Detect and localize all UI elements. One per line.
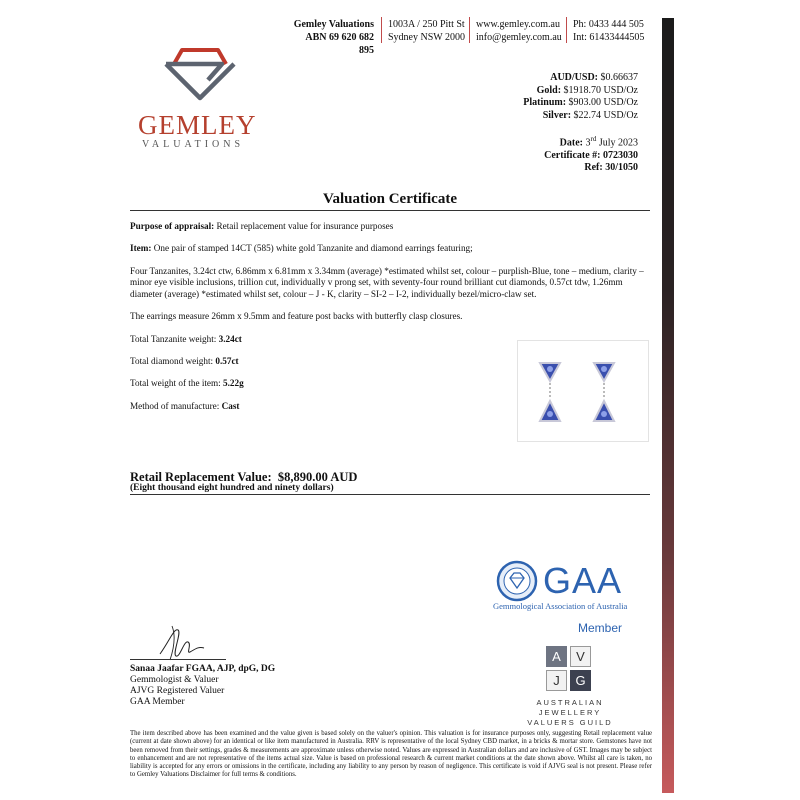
- signature-line: [130, 659, 226, 660]
- measurement-line: The earrings measure 26mm x 9.5mm and feature post backs with butterfly clasp closures.: [130, 311, 463, 321]
- spec-total-weight: Total weight of the item: 5.22g: [130, 378, 244, 388]
- ajvg-tile-g: G: [570, 670, 591, 691]
- header-divider: [566, 17, 567, 43]
- gemley-logo-subtext: VALUATIONS: [142, 139, 245, 150]
- website-link[interactable]: www.gemley.com.au: [476, 19, 560, 30]
- spec-tanzanite-weight: Total Tanzanite weight: 3.24ct: [130, 334, 242, 344]
- rate-row: AUD/USD: $0.66637: [550, 72, 638, 83]
- phone-number: Ph: 0433 444 505: [573, 19, 644, 30]
- spec-diamond-weight: Total diamond weight: 0.57ct: [130, 356, 239, 366]
- ajvg-tile-a: A: [546, 646, 567, 667]
- gaa-member-label: Member: [578, 621, 623, 635]
- header-divider: [381, 17, 382, 43]
- signer-block: [130, 664, 275, 708]
- address-line-1: 1003A / 250 Pitt St: [388, 19, 465, 30]
- gaa-seal-icon: [496, 560, 538, 602]
- signer-role: Gemmologist & Valuer: [130, 675, 219, 685]
- gemley-logo-text: GEMLEY: [138, 110, 257, 140]
- value-in-words: (Eight thousand eight hundred and ninety dollars): [130, 483, 334, 493]
- gaa-full-name: Gemmological Association of Australia: [493, 601, 628, 611]
- signature-mark: [150, 620, 210, 664]
- disclaimer-text: The item described above has been examined and the value given is based solely on the valuer's opinion. This valuation is for insurance purposes only, suggesting Retail replacement value (current at date shown above) for an identical or like item manufactured in Australia. RRV is representative of the local Sydney CBD market, in a bricks & mortar store. Gemstones have not been removed from their settings, grades & measurements are approximate unless otherwise noted. Values are expressed in Australian dollars and are inclusive of GST. Images may be subject to enhancement and are not representative of the items actual size. Value is based on professional research & current market conditions at the date shown above. Whilst all care is taken, no liability is accepted for any errors or omissions in the certificate, including any liability to any person by reason of negligence. This certificate is void if AJVG seal is not present. Please refer to Gemley Valuations Disclaimer for full terms & conditions.: [130, 730, 652, 779]
- header-web-block: [476, 18, 562, 44]
- cert-ref: Ref: 30/1050: [584, 162, 638, 174]
- intl-phone-number: Int: 61433444505: [573, 32, 645, 43]
- cert-number: Certificate #: 0723030: [544, 149, 638, 161]
- title-rule: [130, 210, 650, 211]
- cert-date: Date: 3rd July 2023: [559, 135, 638, 149]
- rate-row: Gold: $1918.70 USD/Oz: [536, 84, 638, 96]
- ajvg-tile-j: J: [546, 670, 567, 691]
- signer-name: Sanaa Jaafar FGAA, AJP, dpG, DG: [130, 664, 276, 674]
- signer-role: AJVG Registered Valuer: [130, 686, 225, 696]
- item-line: Item: One pair of stamped 14CT (585) white gold Tanzanite and diamond earrings featuring;: [130, 243, 473, 253]
- signer-role: GAA Member: [130, 697, 185, 707]
- certificate-info: [544, 133, 638, 175]
- rate-row: Platinum: $903.00 USD/Oz: [523, 97, 638, 108]
- spec-manufacture-method: Method of manufacture: Cast: [130, 401, 240, 411]
- company-name: Gemley Valuations: [293, 19, 374, 30]
- gaa-logo-text: GAA: [543, 560, 623, 601]
- header-divider: [469, 17, 470, 43]
- rate-row: Silver: $22.74 USD/Oz: [542, 109, 638, 121]
- company-abn: ABN 69 620 682 895: [305, 32, 374, 56]
- header-company-block: [290, 18, 374, 57]
- item-description: Four Tanzanites, 3.24ct ctw, 6.86mm x 6.81mm x 3.34mm (average) *estimated whilst set, colour – purplish-Blue, tone – medium, clarity – minor eye visible inclusions, trillion cut, individually v prong set, with seventy-four round brilliant cut diamonds, 0.57ct tdw, 1.26mm diameter (average) *estimated whilst set, colour – J - K, clarity – SI-2 – I-2, individually bezel/micro-claw set.: [130, 266, 644, 299]
- address-line-2: Sydney NSW 2000: [388, 32, 466, 43]
- header-phone-block: [573, 18, 644, 44]
- value-rule: [130, 494, 650, 495]
- retail-replacement-value: Retail Replacement Value: $8,890.00 AUD: [130, 470, 358, 484]
- purpose-line: Purpose of appraisal: Retail replacement value for insurance purposes: [130, 221, 394, 231]
- header-address-block: [388, 18, 465, 44]
- email-link[interactable]: info@gemley.com.au: [476, 32, 562, 43]
- exchange-rates: [523, 72, 638, 122]
- side-gradient-bar: [662, 18, 674, 793]
- document-title: Valuation Certificate: [322, 191, 457, 207]
- ajvg-caption: AUSTRALIAN JEWELLERY VALUERS GUILD: [527, 698, 613, 727]
- ajvg-tile-v: V: [570, 646, 591, 667]
- gemley-logo-mark: [160, 42, 240, 102]
- earrings-photo: [517, 340, 649, 442]
